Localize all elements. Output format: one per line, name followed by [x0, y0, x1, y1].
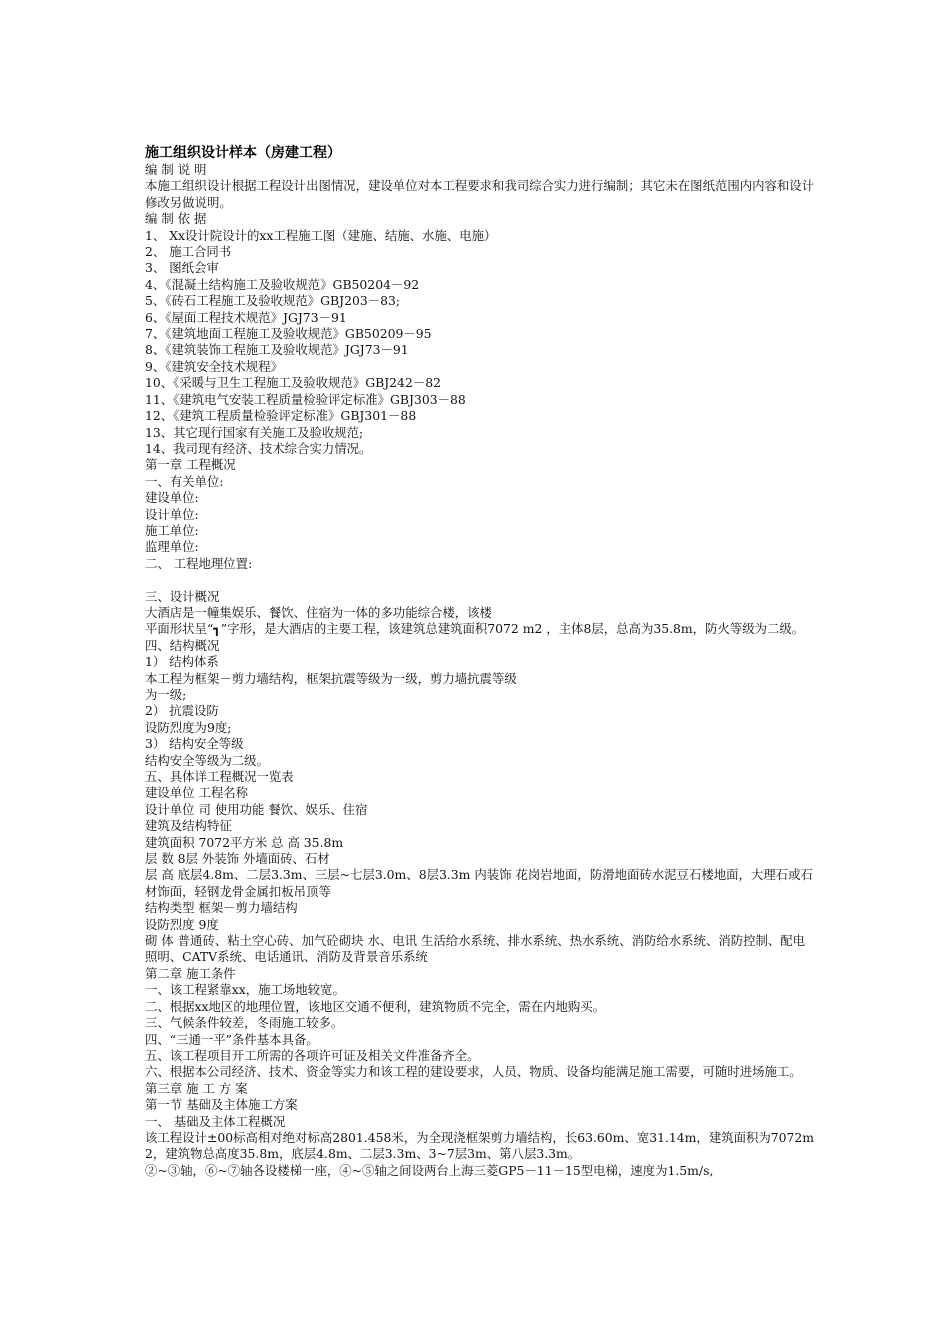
- text-line: 监理单位:: [145, 539, 199, 555]
- text-line: 第二章 施工条件: [145, 965, 236, 981]
- text-line: 4、《混凝土结构施工及验收规范》GB50204－92: [145, 276, 420, 292]
- text-line: 结构安全等级为二级。: [145, 752, 269, 768]
- text-line: 建设单位 工程名称: [145, 785, 249, 801]
- text-line: 设计单位:: [145, 506, 199, 522]
- text-line: 结构类型 框架－剪力墙结构: [145, 900, 298, 916]
- text-line: 2） 抗震设防: [145, 703, 219, 719]
- text-line: 建筑面积 7072平方米 总 高 35.8m: [145, 834, 344, 850]
- text-line: 四、“三通一平”条件基本具备。: [145, 1031, 319, 1047]
- text-line: 本工程为框架－剪力墙结构，框架抗震等级为一级，剪力墙抗震等级: [145, 670, 517, 686]
- text-line: ②~③轴，⑥~⑦轴各设楼梯一座，④~⑤轴之间设两台上海三菱GP5－11－15型电梯，速度为1.5m/s,: [145, 1162, 714, 1178]
- text-line: 施工单位:: [145, 522, 199, 538]
- text-line: 设防烈度为9度;: [145, 719, 232, 735]
- text-line: 5、《砖石工程施工及验收规范》GBJ203－83;: [145, 293, 401, 309]
- text-line: 7、《建筑地面工程施工及验收规范》GB50209－95: [145, 326, 432, 342]
- text-line: 砌 体 普通砖、粘土空心砖、加气砼砌块 水、电讯 生活给水系统、排水系统、热水系统、消防给水系统、消防控制、配电照明、CATV系统、电话通讯、消防及背景音乐系统: [145, 933, 806, 965]
- text-line: 第三章 施 工 方 案: [145, 1080, 248, 1096]
- text-line: 编 制 依 据: [145, 211, 207, 227]
- text-line: 三、气候条件较差，冬雨施工较多。: [145, 1015, 344, 1031]
- document-title: 施工组织设计样本（房建工程）: [145, 145, 341, 161]
- text-line: 11、《建筑电气安装工程质量检验评定标准》GBJ303－88: [145, 391, 466, 407]
- text-line: 设计单位 司 使用功能 餐饮、娱乐、住宿: [145, 801, 368, 817]
- text-line: 13、其它现行国家有关施工及验收规范;: [145, 424, 364, 440]
- text-line: 层 数 8层 外装饰 外墙面砖、石材: [145, 851, 330, 867]
- text-line: 层 高 底层4.8m、二层3.3m、三层~七层3.0m、8层3.3m 内装饰 花岗岩地面，防滑地面砖水泥豆石楼地面，大理石或石材饰面，轻钢龙骨金属扣板吊顶等: [145, 867, 813, 899]
- text-line: 12、《建筑工程质量检验评定标准》GBJ301－88: [145, 408, 417, 424]
- text-line: 为一级;: [145, 686, 187, 702]
- text-line: 建筑及结构特征: [145, 818, 232, 834]
- text-line: 二、根据xx地区的地理位置，该地区交通不便利，建筑物质不完全，需在内地购买。: [145, 998, 606, 1014]
- text-line: [145, 572, 815, 588]
- text-line: 建设单位:: [145, 490, 199, 506]
- text-line: 1、 Xx设计院设计的xx工程施工图（建施、结施、水施、电施）: [145, 227, 497, 243]
- text-line: 1） 结构体系: [145, 654, 219, 670]
- text-line: 五、具体详工程概况一览表: [145, 769, 294, 785]
- text-line: 设防烈度 9度: [145, 916, 219, 932]
- text-line: 2、 施工合同书: [145, 244, 232, 260]
- text-line: 该工程设计±00标高相对绝对标高2801.458米，为全现浇框架剪力墙结构，长63.60m、宽31.14m，建筑面积为7072m2，建筑物总高度35.8m，底层4.8m、二层3.3m、3~7层3m、第八层3.3m。: [145, 1129, 815, 1162]
- text-line: 编 制 说 明: [145, 162, 207, 177]
- text-line: 第一章 工程概况: [145, 457, 236, 473]
- text-line: 3） 结构安全等级: [145, 736, 244, 752]
- text-line: 三、设计概况: [145, 588, 220, 604]
- text-line: 3、 图纸会审: [145, 260, 219, 276]
- text-line: 平面形状呈“┓”字形，是大酒店的主要工程，该建筑总建筑面积7072 m2 ，主体8层，总高为35.8m，防火等级为二级。: [145, 621, 805, 637]
- text-line: 10、《采暖与卫生工程施工及验收规范》GBJ242－82: [145, 375, 441, 391]
- text-line: 五、该工程项目开工所需的各项许可证及相关文件准备齐全。: [145, 1047, 480, 1063]
- text-line: 9、《建筑安全技术规程》: [145, 358, 283, 374]
- text-line: 8、《建筑装饰工程施工及验收规范》JGJ73－91: [145, 342, 409, 358]
- text-line: 6、《屋面工程技术规范》JGJ73－91: [145, 309, 347, 325]
- text-line: 六、根据本公司经济、技术、资金等实力和该工程的建设要求，人员、物质、设备均能满足施工需要，可随时进场施工。: [145, 1064, 802, 1080]
- text-line: 一、 基础及主体工程概况: [145, 1113, 286, 1129]
- text-line: 二、 工程地理位置:: [145, 555, 253, 571]
- text-line: 四、结构概况: [145, 637, 220, 653]
- text-line: 第一节 基础及主体施工方案: [145, 1097, 298, 1113]
- document-body: [145, 144, 815, 1179]
- text-line: 一、有关单位:: [145, 473, 224, 489]
- text-line: 本施工组织设计根据工程设计出图情况，建设单位对本工程要求和我司综合实力进行编制；其它未在图纸范围内内容和设计修改另做说明。: [145, 178, 815, 210]
- text-line: 一、该工程紧靠xx，施工场地较宽。: [145, 982, 345, 998]
- text-line: 14、我司现有经济、技术综合实力情况。: [145, 440, 372, 456]
- text-line: 大酒店是一幢集娱乐、餐饮、住宿为一体的多功能综合楼，该楼: [145, 604, 492, 620]
